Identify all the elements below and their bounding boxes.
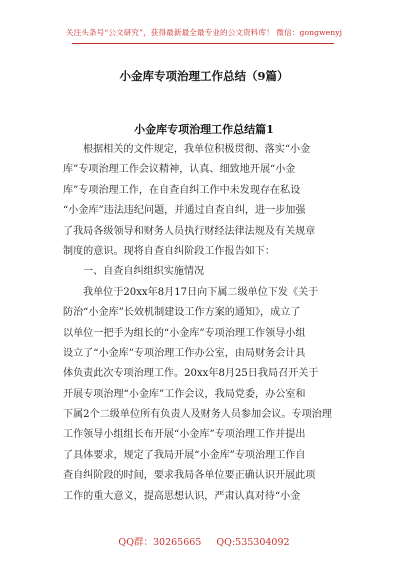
document-title: 小金库专项治理工作总结（9篇） [119, 69, 289, 83]
footer-contacts [0, 534, 408, 548]
body-line: 防治“小金库”长效机制建设工作方案的通知》，成立了 [63, 307, 301, 319]
body-line: 工作领导小组组长布开展“小金库”专项治理工作并提出 [63, 429, 306, 441]
body-line: 下属2个二级单位所有负责人及财务人员参加会议。专项治理 [63, 409, 332, 421]
body-line: 以单位一把手为组长的“小金库”专项治理工作领导小组 [63, 327, 306, 339]
body-line: 一、自查自纠组织实施情况 [83, 266, 205, 278]
body-line: 设立了“小金库”专项治理工作办公室，由局财务会计具 [63, 347, 306, 359]
body-line: 根据相关的文件规定，我单位积极贯彻、落实“小金 [83, 144, 311, 155]
header-divider [72, 43, 334, 44]
body-text [63, 140, 347, 507]
body-line: 了我局各级领导和财务人员执行财经法律法规及有关规章 [63, 225, 316, 237]
body-line: 制度的意识。现将自查自纠阶段工作报告如下： [63, 245, 275, 257]
footer-qq-group: QQ群：30265665 [118, 537, 202, 548]
body-line: 库”专项治理工作，在自查自纠工作中未发现存在私设 [63, 184, 301, 196]
section-title: 小金库专项治理工作总结篇1 [134, 123, 274, 136]
footer-qq-number: QQ:535304092 [216, 537, 290, 548]
body-line: “小金库”违法违纪问题，并通过自查自纠，进一步加强 [63, 205, 306, 217]
body-line: 库”专项治理工作会议精神，认真、细致地开展“小金 [63, 164, 296, 176]
body-line: 体负责此次专项治理工作。20xx年8月25日我局召开关于 [63, 368, 319, 380]
body-line: 工作的重大意义，提高思想认识，严肃认真对待“小金 [63, 490, 301, 502]
body-line: 我单位于20xx年8月17日向下属二级单位下发《关于 [83, 286, 319, 298]
body-line: 了具体要求，规定了我局开展“小金库”专项治理工作自 [63, 449, 306, 461]
body-line: 查自纠阶段的时间，要求我局各单位要正确认识开展此项 [63, 470, 316, 482]
body-line: 开展专项治理“小金库”工作会议，我局党委，办公室和 [63, 388, 306, 400]
header-banner: 关注头条号“公文研究”，获得最新最全最专业的公文资料库！ 微信：gongwenyj [65, 28, 343, 37]
